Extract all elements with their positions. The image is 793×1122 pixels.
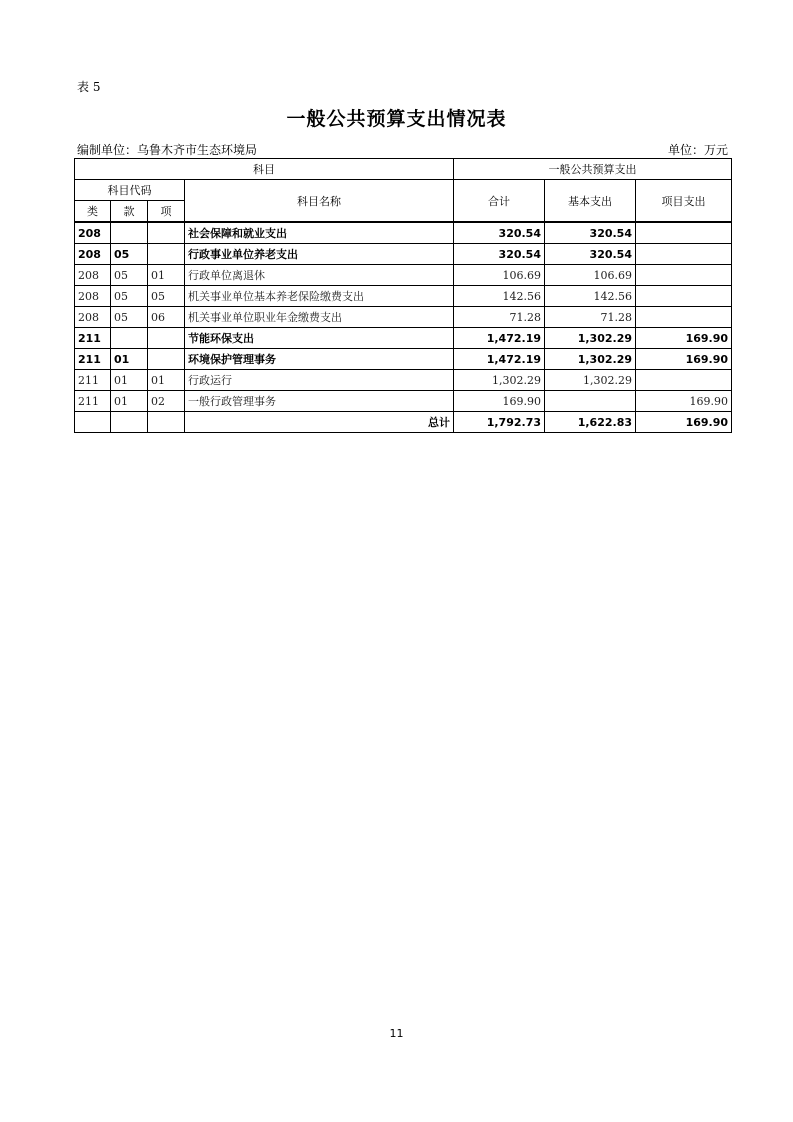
item-code: 01 xyxy=(148,265,185,286)
subject-name: 机关事业单位基本养老保险缴费支出 xyxy=(185,286,454,307)
category-code: 208 xyxy=(75,244,111,265)
section-code xyxy=(111,328,148,349)
category-code: 208 xyxy=(75,307,111,328)
section-header: 款 xyxy=(111,201,148,223)
total-value: 320.54 xyxy=(454,222,545,244)
basic-value: 1,302.29 xyxy=(545,349,636,370)
category-code xyxy=(75,412,111,433)
basic-value: 1,302.29 xyxy=(545,328,636,349)
item-code xyxy=(148,412,185,433)
project-value: 169.90 xyxy=(636,328,732,349)
category-code: 208 xyxy=(75,222,111,244)
section-code: 05 xyxy=(111,244,148,265)
basic-value: 320.54 xyxy=(545,244,636,265)
section-code xyxy=(111,222,148,244)
table-row xyxy=(75,286,732,307)
subject-group-header: 科目 xyxy=(75,159,454,180)
item-code xyxy=(148,244,185,265)
subject-name: 机关事业单位职业年金缴费支出 xyxy=(185,307,454,328)
category-code: 211 xyxy=(75,370,111,391)
table-row xyxy=(75,222,732,244)
basic-value xyxy=(545,391,636,412)
basic-value: 320.54 xyxy=(545,222,636,244)
total-label: 总计 xyxy=(185,412,454,433)
project-expenditure-header: 项目支出 xyxy=(636,180,732,223)
category-code: 211 xyxy=(75,328,111,349)
section-code: 05 xyxy=(111,286,148,307)
page-number: 11 xyxy=(389,1027,404,1040)
table-row xyxy=(75,244,732,265)
subject-name: 社会保障和就业支出 xyxy=(185,222,454,244)
section-code: 05 xyxy=(111,307,148,328)
total-value: 106.69 xyxy=(454,265,545,286)
subject-name: 环境保护管理事务 xyxy=(185,349,454,370)
section-code: 05 xyxy=(111,265,148,286)
subject-name: 一般行政管理事务 xyxy=(185,391,454,412)
project-value: 169.90 xyxy=(636,349,732,370)
project-value: 169.90 xyxy=(636,391,732,412)
subject-name: 行政事业单位养老支出 xyxy=(185,244,454,265)
basic-expenditure-header: 基本支出 xyxy=(545,180,636,223)
table-row xyxy=(75,307,732,328)
item-code xyxy=(148,349,185,370)
item-code: 01 xyxy=(148,370,185,391)
category-code: 208 xyxy=(75,286,111,307)
item-code: 05 xyxy=(148,286,185,307)
category-code: 211 xyxy=(75,349,111,370)
item-code xyxy=(148,222,185,244)
project-value xyxy=(636,286,732,307)
item-code: 02 xyxy=(148,391,185,412)
category-code: 211 xyxy=(75,391,111,412)
basic-value: 106.69 xyxy=(545,265,636,286)
total-value: 1,472.19 xyxy=(454,349,545,370)
section-code xyxy=(111,412,148,433)
budget-group-header: 一般公共预算支出 xyxy=(454,159,732,180)
item-code xyxy=(148,328,185,349)
basic-value: 71.28 xyxy=(545,307,636,328)
organization-label: 编制单位：乌鲁木齐市生态环境局 xyxy=(77,143,258,157)
total-row xyxy=(75,412,732,433)
project-value xyxy=(636,244,732,265)
basic-value: 142.56 xyxy=(545,286,636,307)
section-code: 01 xyxy=(111,391,148,412)
subject-code-header: 科目代码 xyxy=(75,180,185,201)
total-header: 合计 xyxy=(454,180,545,223)
unit-label: 单位：万元 xyxy=(667,143,728,157)
document-title: 一般公共预算支出情况表 xyxy=(286,108,507,130)
grand-project-value: 169.90 xyxy=(636,412,732,433)
table-row xyxy=(75,328,732,349)
category-code: 208 xyxy=(75,265,111,286)
item-header: 项 xyxy=(148,201,185,223)
project-value xyxy=(636,370,732,391)
section-code: 01 xyxy=(111,349,148,370)
table-row xyxy=(75,391,732,412)
total-value: 1,472.19 xyxy=(454,328,545,349)
project-value xyxy=(636,265,732,286)
table-row xyxy=(75,265,732,286)
project-value xyxy=(636,307,732,328)
grand-basic-value: 1,622.83 xyxy=(545,412,636,433)
basic-value: 1,302.29 xyxy=(545,370,636,391)
total-value: 169.90 xyxy=(454,391,545,412)
item-code: 06 xyxy=(148,307,185,328)
total-value: 320.54 xyxy=(454,244,545,265)
subject-name: 节能环保支出 xyxy=(185,328,454,349)
project-value xyxy=(636,222,732,244)
budget-expenditure-table xyxy=(74,158,732,433)
category-header: 类 xyxy=(75,201,111,223)
total-value: 71.28 xyxy=(454,307,545,328)
table-number-label: 表 5 xyxy=(77,80,101,94)
subject-name-header: 科目名称 xyxy=(185,180,454,223)
table-row xyxy=(75,349,732,370)
section-code: 01 xyxy=(111,370,148,391)
subject-name: 行政运行 xyxy=(185,370,454,391)
total-value: 1,302.29 xyxy=(454,370,545,391)
table-row xyxy=(75,370,732,391)
subject-name: 行政单位离退休 xyxy=(185,265,454,286)
total-value: 142.56 xyxy=(454,286,545,307)
grand-total-value: 1,792.73 xyxy=(454,412,545,433)
